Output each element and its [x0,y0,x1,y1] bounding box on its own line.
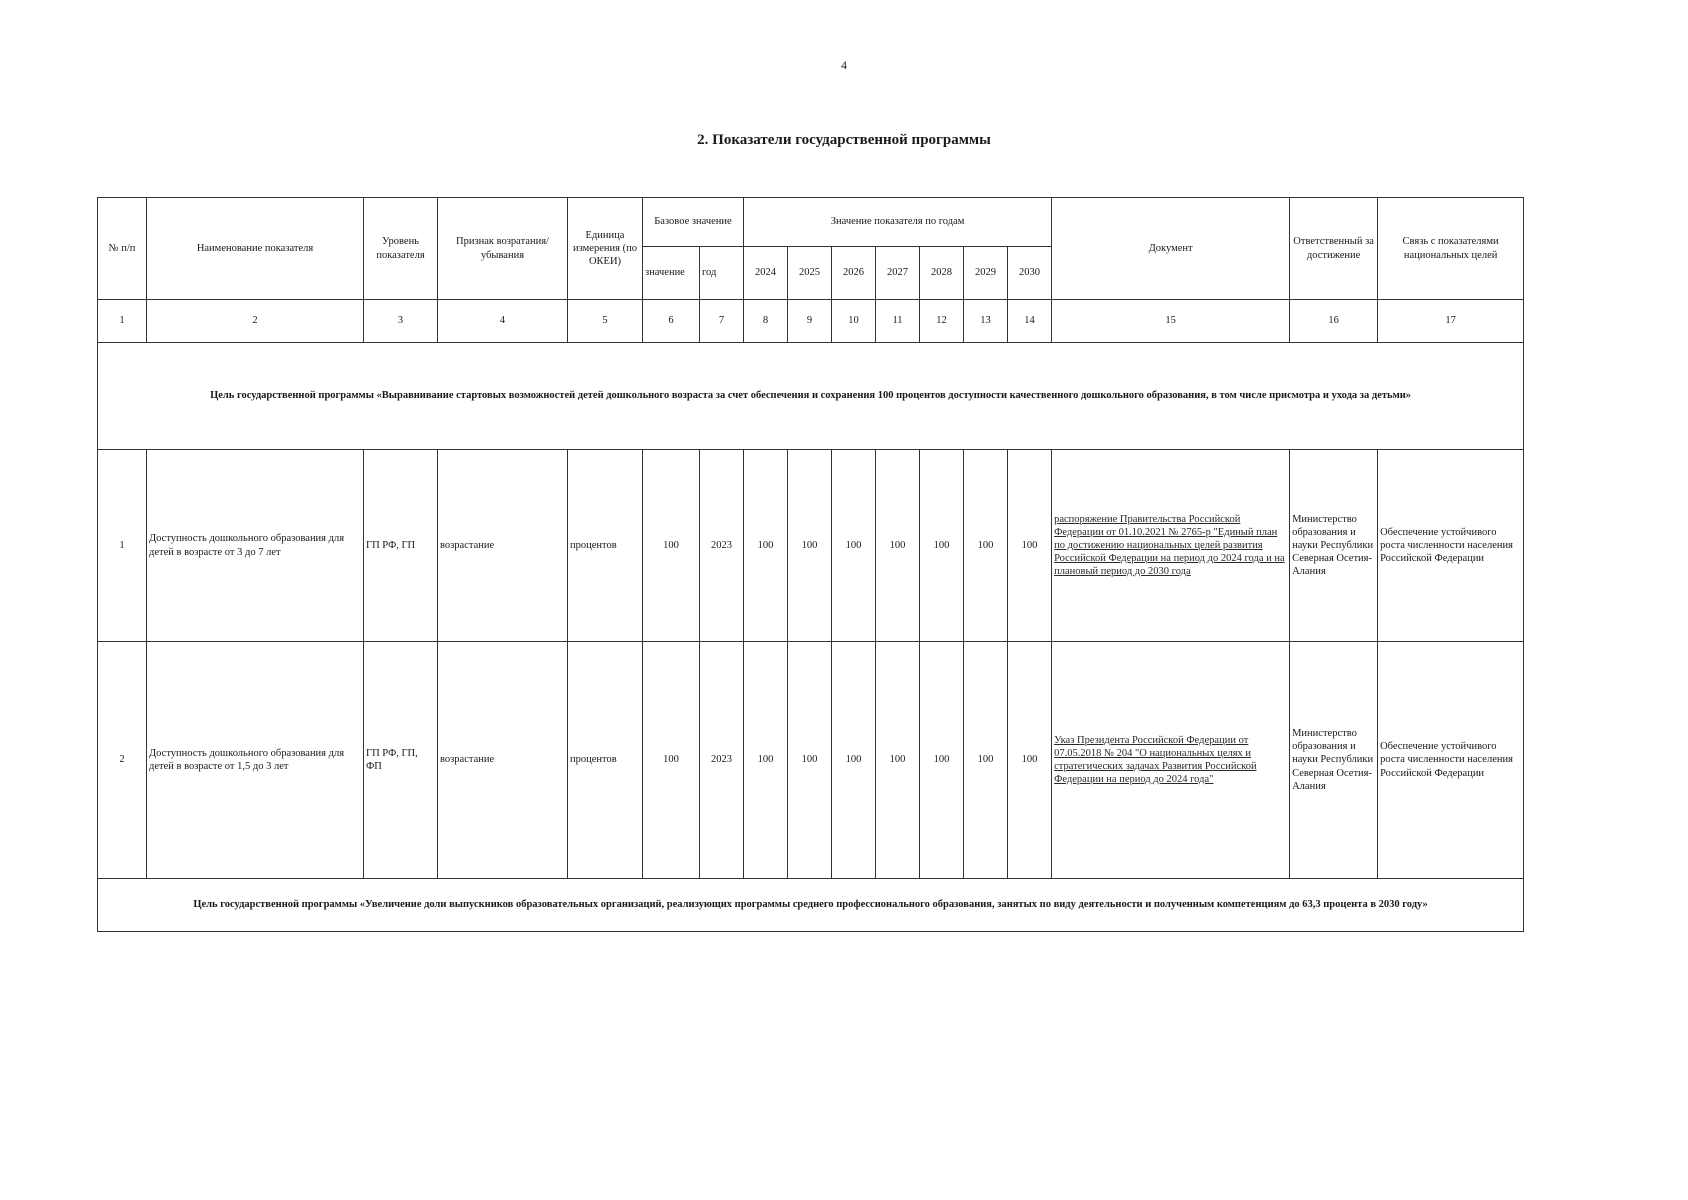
base-year: 2023 [700,450,744,642]
header-year: 2030 [1008,247,1052,300]
section-title: 2. Показатели государственной программы [697,132,991,148]
header-base: Базовое значение [643,198,744,247]
year-value: 100 [832,642,876,879]
header-link: Связь с показателями национальных целей [1378,198,1524,300]
table-row [98,450,1524,642]
column-number: 5 [568,300,643,343]
base-year: 2023 [700,642,744,879]
year-value: 100 [788,642,832,879]
responsible-cell: Министерство образования и науки Республики Северная Осетия-Алания [1290,450,1378,642]
year-value: 100 [832,450,876,642]
national-goal-link: Обеспечение устойчивого роста численности населения Российской Федерации [1378,642,1524,879]
indicator-unit: процентов [568,642,643,879]
column-number: 2 [147,300,364,343]
column-number: 17 [1378,300,1524,343]
year-value: 100 [1008,450,1052,642]
column-number: 13 [964,300,1008,343]
column-number: 12 [920,300,964,343]
document-link[interactable]: распоряжение Правительства Российской Федерации от 01.10.2021 № 2765-р "Единый план по достижению национальных целей развития Российской Федерации на период до 2024 года и на плановый период до 2030 года [1054,513,1285,578]
column-number: 7 [700,300,744,343]
page-number: 4 [841,58,847,72]
header-document: Документ [1052,198,1290,300]
column-numbers-row [98,300,1524,343]
indicator-name: Доступность дошкольного образования для детей в возрасте от 1,5 до 3 лет [147,642,364,879]
year-value: 100 [920,642,964,879]
column-number: 4 [438,300,568,343]
year-value: 100 [876,450,920,642]
indicator-level: ГП РФ, ГП, ФП [364,642,438,879]
indicator-unit: процентов [568,450,643,642]
base-value: 100 [643,450,700,642]
header-name: Наименование показателя [147,198,364,300]
document-link[interactable]: Указ Президента Российской Федерации от 07.05.2018 № 204 "О национальных целях и стратегических задачах Развития Российской Федерации на период до 2024 года" [1054,734,1257,786]
row-num: 2 [98,642,147,879]
goal-row: Цель государственной программы «Увеличение доли выпускников образовательных организаций, реализующих программы среднего профессионального образования, занятых по виду деятельности и полученным компетенциям до 63,3 процента в 2030 году» [98,879,1524,932]
header-base-year: год [700,247,744,300]
base-value: 100 [643,642,700,879]
responsible-cell: Министерство образования и науки Республики Северная Осетия-Алания [1290,642,1378,879]
header-year: 2026 [832,247,876,300]
year-value: 100 [876,642,920,879]
table-row [98,642,1524,879]
indicator-name: Доступность дошкольного образования для детей в возрасте от 3 до 7 лет [147,450,364,642]
header-year: 2029 [964,247,1008,300]
column-number: 3 [364,300,438,343]
column-number: 8 [744,300,788,343]
year-value: 100 [964,450,1008,642]
header-sign: Признак возратания/убывания [438,198,568,300]
indicator-sign: возрастание [438,642,568,879]
year-value: 100 [788,450,832,642]
header-unit: Единица измерения (по ОКЕИ) [568,198,643,300]
national-goal-link: Обеспечение устойчивого роста численности населения Российской Федерации [1378,450,1524,642]
header-year: 2025 [788,247,832,300]
column-number: 10 [832,300,876,343]
document-cell [1052,450,1290,642]
header-year: 2028 [920,247,964,300]
header-num: № п/п [98,198,147,300]
year-value: 100 [964,642,1008,879]
header-year: 2024 [744,247,788,300]
column-number: 9 [788,300,832,343]
header-year: 2027 [876,247,920,300]
row-num: 1 [98,450,147,642]
document-cell [1052,642,1290,879]
column-number: 1 [98,300,147,343]
header-by-years: Значение показателя по годам [744,198,1052,247]
indicators-table [97,197,1524,932]
year-value: 100 [744,450,788,642]
goal-row: Цель государственной программы «Выравнивание стартовых возможностей детей дошкольного возраста за счет обеспечения и сохранения 100 процентов доступности качественного дошкольного образования, в том числе присмотра и ухода за детьми» [98,343,1524,450]
column-number: 16 [1290,300,1378,343]
header-base-value: значение [643,247,700,300]
year-value: 100 [920,450,964,642]
header-level: Уровень показателя [364,198,438,300]
indicator-level: ГП РФ, ГП [364,450,438,642]
column-number: 15 [1052,300,1290,343]
year-value: 100 [1008,642,1052,879]
column-number: 11 [876,300,920,343]
column-number: 14 [1008,300,1052,343]
column-number: 6 [643,300,700,343]
header-responsible: Ответственный за достижение [1290,198,1378,300]
indicator-sign: возрастание [438,450,568,642]
year-value: 100 [744,642,788,879]
